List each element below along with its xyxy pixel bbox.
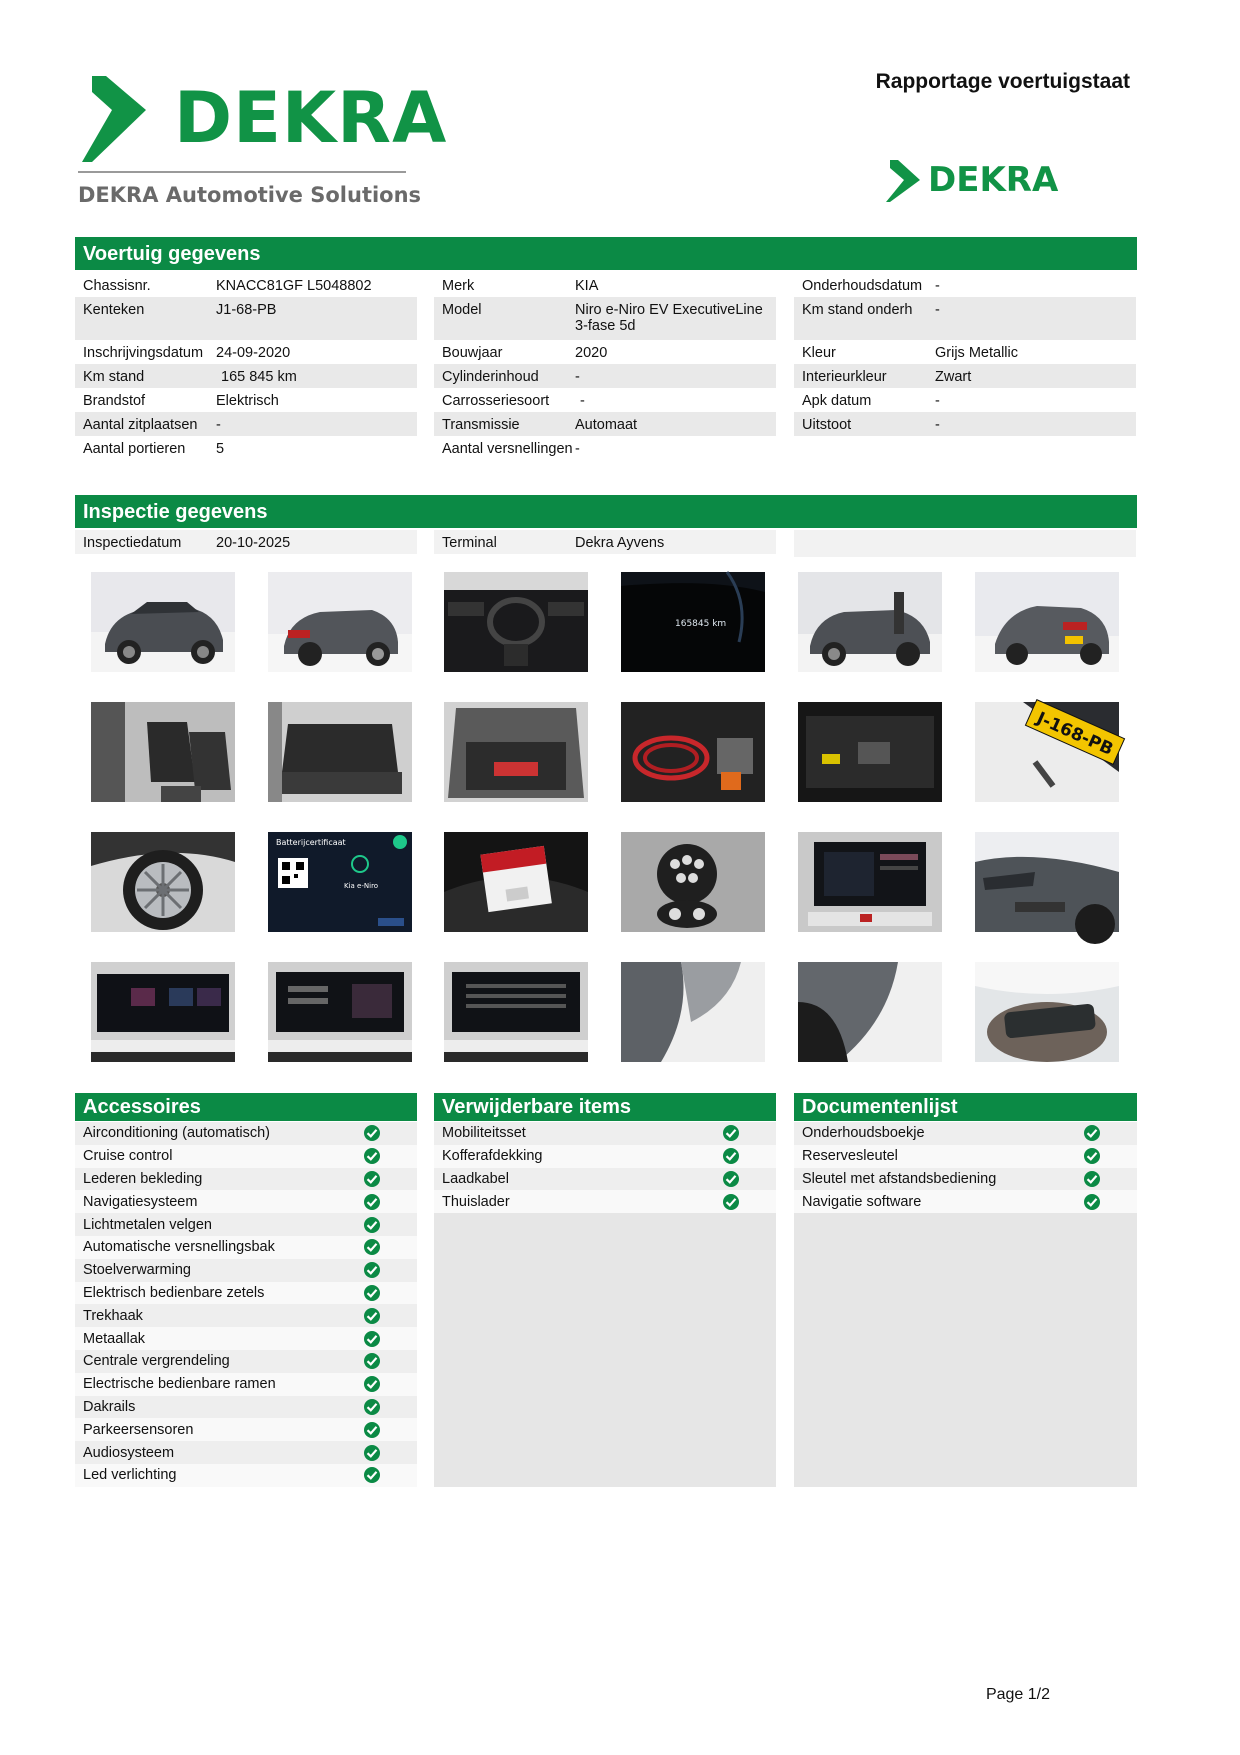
info-row: Model Niro e-Niro EV ExecutiveLine 3-fase 5d xyxy=(434,297,776,340)
list-item: Centrale vergrendeling xyxy=(75,1350,417,1373)
photo-wheel-arch[interactable] xyxy=(798,962,942,1062)
section-header-vehicle: Voertuig gegevens xyxy=(75,237,1137,270)
inspection-col-1 xyxy=(75,530,417,554)
report-title: Rapportage voertuigstaat xyxy=(875,70,1130,93)
check-icon xyxy=(363,1421,381,1439)
check-icon xyxy=(1083,1193,1101,1211)
check-icon xyxy=(363,1193,381,1211)
check-icon xyxy=(363,1307,381,1325)
photo-trunk[interactable] xyxy=(444,702,588,802)
photo-spare-tire-well[interactable] xyxy=(798,702,942,802)
svg-text:J-168-PB: J-168-PB xyxy=(1033,708,1117,760)
photo-service-booklet[interactable] xyxy=(444,832,588,932)
list-item: Navigatiesysteem xyxy=(75,1190,417,1213)
list-item: Kofferafdekking xyxy=(434,1145,776,1168)
list-item: Mobiliteitsset xyxy=(434,1122,776,1145)
vehicle-col-1 xyxy=(75,273,417,460)
section-header-documents: Documentenlijst xyxy=(794,1093,1137,1121)
check-icon xyxy=(363,1124,381,1142)
photo-infotainment-menu-3[interactable] xyxy=(444,962,588,1062)
info-row: Apk datum - xyxy=(802,393,940,409)
list-item: Audiosysteem xyxy=(75,1441,417,1464)
photo-infotainment-screen[interactable] xyxy=(798,832,942,932)
list-item: Cruise control xyxy=(75,1145,417,1168)
list-item: Trekhaak xyxy=(75,1304,417,1327)
list-item: Led verlichting xyxy=(75,1464,417,1487)
check-icon xyxy=(1083,1124,1101,1142)
svg-text:Batterijcertificaat: Batterijcertificaat xyxy=(276,838,346,847)
photo-car-front-right[interactable] xyxy=(798,572,942,672)
list-item: Thuislader xyxy=(434,1190,776,1213)
photo-front-seats[interactable] xyxy=(91,702,235,802)
list-item: Laadkabel xyxy=(434,1168,776,1191)
list-item: Elektrisch bedienbare zetels xyxy=(75,1282,417,1305)
check-icon xyxy=(363,1261,381,1279)
list-item: Airconditioning (automatisch) xyxy=(75,1122,417,1145)
photo-infotainment-menu-2[interactable] xyxy=(268,962,412,1062)
check-icon xyxy=(363,1330,381,1348)
svg-text:DEKRA: DEKRA xyxy=(928,160,1059,200)
removable-items-list xyxy=(434,1122,776,1487)
check-icon xyxy=(363,1170,381,1188)
info-row: Interieurkleur Zwart xyxy=(794,364,1136,388)
dekra-logo xyxy=(78,70,448,210)
check-icon xyxy=(1083,1147,1101,1165)
check-icon xyxy=(363,1284,381,1302)
check-icon xyxy=(363,1375,381,1393)
photo-infotainment-menu-1[interactable] xyxy=(91,962,235,1062)
dekra-logo-arrow xyxy=(82,76,146,162)
info-row-empty xyxy=(794,436,1136,463)
photo-charging-cable[interactable] xyxy=(621,702,765,802)
info-row: Cylinderinhoud - xyxy=(434,364,776,388)
check-icon xyxy=(722,1124,740,1142)
inspection-col-2 xyxy=(434,530,776,554)
check-icon xyxy=(363,1238,381,1256)
documents-list xyxy=(794,1122,1137,1487)
info-row: Inschrijvingsdatum 24-09-2020 xyxy=(83,345,291,361)
info-row: Km stand 165 845 km xyxy=(75,364,417,388)
photo-rear-seats[interactable] xyxy=(268,702,412,802)
dekra-logo-text: DEKRA xyxy=(174,77,448,159)
info-row: Terminal Dekra Ayvens xyxy=(434,530,776,554)
list-item: Automatische versnellingsbak xyxy=(75,1236,417,1259)
photo-car-front-left[interactable] xyxy=(91,572,235,672)
logo-divider xyxy=(78,171,406,173)
list-item: Electrische bedienbare ramen xyxy=(75,1373,417,1396)
page-number: Page 1/2 xyxy=(985,1686,1050,1703)
info-row: Kenteken J1-68-PB xyxy=(75,297,417,340)
photo-side-panel-damage[interactable] xyxy=(621,962,765,1062)
info-row: Aantal zitplaatsen - xyxy=(75,412,417,436)
check-icon xyxy=(363,1466,381,1484)
list-item: Onderhoudsboekje xyxy=(794,1122,1137,1145)
check-icon xyxy=(363,1352,381,1370)
info-row: Merk KIA xyxy=(442,278,599,294)
info-row: Inspectiedatum 20-10-2025 xyxy=(75,530,417,554)
section-header-inspection: Inspectie gegevens xyxy=(75,495,1137,528)
photo-tow-hitch-plate[interactable] xyxy=(975,702,1119,802)
check-icon xyxy=(363,1216,381,1234)
list-item: Metaallak xyxy=(75,1327,417,1350)
info-row: Chassisnr. KNACC81GF L5048802 xyxy=(83,278,372,294)
info-row: Transmissie Automaat xyxy=(434,412,776,436)
photo-charge-port[interactable] xyxy=(621,832,765,932)
info-row: Carrosseriesoort - xyxy=(442,393,585,409)
check-icon xyxy=(363,1147,381,1165)
svg-text:165845 km: 165845 km xyxy=(675,619,727,629)
list-item: Reservesleutel xyxy=(794,1145,1137,1168)
accessories-list xyxy=(75,1122,417,1482)
dekra-logo-subtitle: DEKRA Automotive Solutions xyxy=(78,183,422,207)
check-icon xyxy=(363,1398,381,1416)
check-icon xyxy=(1083,1170,1101,1188)
check-icon xyxy=(722,1193,740,1211)
check-icon xyxy=(722,1147,740,1165)
info-row: Bouwjaar 2020 xyxy=(442,345,608,361)
photo-car-rear-left[interactable] xyxy=(268,572,412,672)
section-header-accessories: Accessoires xyxy=(75,1093,417,1121)
section-header-removable: Verwijderbare items xyxy=(434,1093,776,1121)
list-item: Parkeersensoren xyxy=(75,1418,417,1441)
list-item: Sleutel met afstandsbediening xyxy=(794,1168,1137,1191)
photo-odometer[interactable] xyxy=(621,572,765,672)
svg-text:Kia e-Niro: Kia e-Niro xyxy=(344,882,379,890)
info-row: Uitstoot - xyxy=(794,412,1136,436)
list-item: Navigatie software xyxy=(794,1190,1137,1213)
photo-wheel-rim[interactable] xyxy=(91,832,235,932)
info-row: Km stand onderh - xyxy=(794,297,1136,340)
info-row: Brandstof Elektrisch xyxy=(83,393,279,409)
list-item: Stoelverwarming xyxy=(75,1259,417,1282)
photo-car-closeup-front[interactable] xyxy=(975,832,1119,932)
inspection-col-3 xyxy=(794,530,1136,557)
photo-battery-certificate[interactable] xyxy=(268,832,412,932)
vehicle-col-2 xyxy=(434,273,776,460)
info-row: Onderhoudsdatum - xyxy=(802,278,940,294)
photo-key-fob[interactable] xyxy=(975,962,1119,1062)
list-item: Dakrails xyxy=(75,1396,417,1419)
list-item: Lichtmetalen velgen xyxy=(75,1213,417,1236)
check-icon xyxy=(363,1444,381,1462)
check-icon xyxy=(722,1170,740,1188)
info-row: Kleur Grijs Metallic xyxy=(802,345,1018,361)
info-row: Aantal versnellingen - xyxy=(442,441,580,457)
photo-car-rear-right[interactable] xyxy=(975,572,1119,672)
dekra-small-logo xyxy=(890,158,1059,203)
list-item: Lederen bekleding xyxy=(75,1168,417,1191)
vehicle-col-3 xyxy=(794,273,1136,463)
info-row: Aantal portieren 5 xyxy=(83,441,225,457)
photo-dashboard[interactable] xyxy=(444,572,588,672)
